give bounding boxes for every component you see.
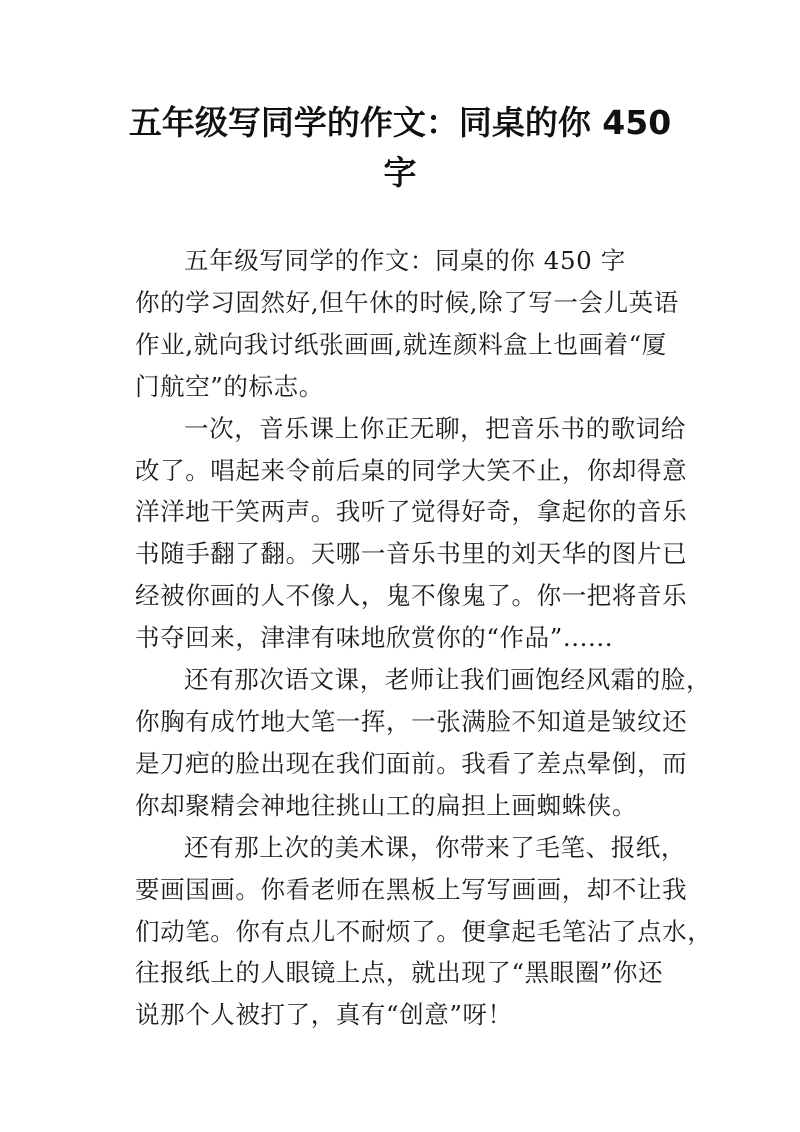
body-line: 书夺回来，津津有味地欣赏你的“作品”......: [135, 623, 614, 653]
body-line: 书随手翻了翻。天哪一音乐书里的刘天华的图片已: [135, 539, 688, 569]
body-line: 你却聚精会神地往挑山工的扁担上画蜘蛛侠。: [135, 790, 637, 820]
title-line-1: 五年级写同学的作文：同桌的你 450: [128, 103, 672, 142]
body-line: 要画国画。你看老师在黑板上写写画画，却不让我: [135, 874, 688, 904]
body-line: 作业,就向我讨纸张画画,就连颜料盒上也画着“厦: [135, 329, 667, 359]
body-line: 改了。唱起来令前后桌的同学大笑不止，你却得意: [135, 455, 688, 485]
body-line: 经被你画的人不像人，鬼不像鬼了。你一把将音乐: [135, 581, 688, 611]
paragraph-start-line: 还有那上次的美术课，你带来了毛笔、报纸，: [184, 832, 686, 862]
body-line: 往报纸上的人眼镜上点，就出现了“黑眼圈”你还: [135, 958, 664, 988]
subtitle-line: 五年级写同学的作文：同桌的你 450 字: [184, 246, 626, 275]
body-line: 洋洋地干笑两声。我听了觉得好奇，拿起你的音乐: [135, 497, 688, 527]
body-line: 门航空”的标志。: [135, 371, 324, 401]
body-line: 你的学习固然好,但午休的时候,除了写一会儿英语: [135, 287, 679, 317]
document-title: [100, 98, 700, 198]
paragraph-start-line: 一次，音乐课上你正无聊，把音乐书的歌词给: [184, 413, 686, 443]
body-line: 是刀疤的脸出现在我们面前。我看了差点晕倒，而: [135, 748, 688, 778]
body-line: 说那个人被打了，真有“创意”呀！: [135, 1000, 513, 1030]
title-line-2: 字: [383, 153, 417, 192]
body-line: 你胸有成竹地大笔一挥，一张满脸不知道是皱纹还: [135, 706, 688, 736]
document-body: [135, 240, 713, 1036]
paragraph-start-line: 还有那次语文课，老师让我们画饱经风霜的脸，: [184, 665, 712, 695]
body-line: 们动笔。你有点儿不耐烦了。便拿起毛笔沾了点水，: [135, 916, 713, 946]
